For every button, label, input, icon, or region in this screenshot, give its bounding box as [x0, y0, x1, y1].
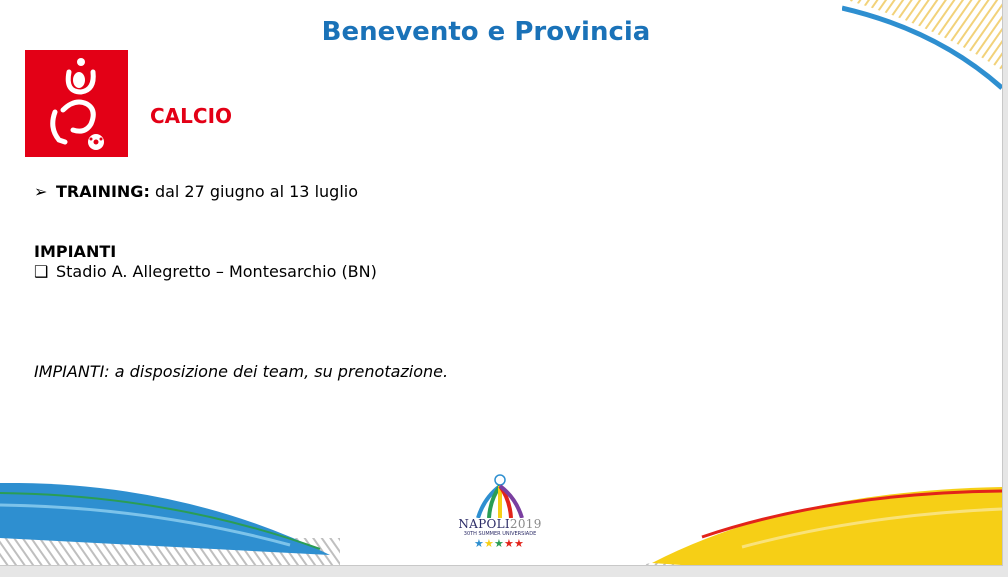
training-label: TRAINING:: [56, 182, 150, 201]
svg-text:★: ★: [504, 537, 514, 549]
sport-logo: [25, 50, 128, 157]
sport-name: CALCIO: [150, 104, 233, 128]
svg-text:★: ★: [494, 537, 504, 549]
universiade-stars-icon: [472, 537, 528, 549]
corner-decoration-top-right: [842, 0, 1002, 95]
corner-decoration-bottom-left: [0, 483, 340, 565]
facilities-note: IMPIANTI: a disposizione dei team, su prenotazione.: [34, 362, 449, 381]
svg-text:★: ★: [514, 537, 524, 549]
universiade-subtitle: 30TH SUMMER UNIVERSIADE: [463, 531, 537, 537]
page-title: Benevento e Provincia: [321, 17, 651, 47]
square-bullet-icon: ❑: [34, 262, 49, 281]
svg-text:★: ★: [474, 537, 484, 549]
corner-decoration-bottom-right: [642, 485, 1002, 565]
training-dates: dal 27 giugno al 13 luglio: [154, 182, 358, 201]
facility-item: [34, 262, 377, 281]
facility-label: Stadio A. Allegretto – Montesarchio (BN): [56, 262, 377, 281]
facilities-heading: IMPIANTI: [34, 242, 117, 261]
svg-text:★: ★: [484, 537, 494, 549]
arrow-bullet-icon: ➢: [34, 182, 48, 201]
universiade-emblem-icon: [470, 472, 530, 518]
universiade-title: [450, 518, 550, 531]
football-player-icon: [25, 50, 128, 157]
training-line: [34, 182, 358, 201]
universiade-year: 2019: [509, 517, 542, 531]
universiade-city: NAPOLI: [458, 517, 510, 531]
universiade-logo: [450, 472, 550, 562]
